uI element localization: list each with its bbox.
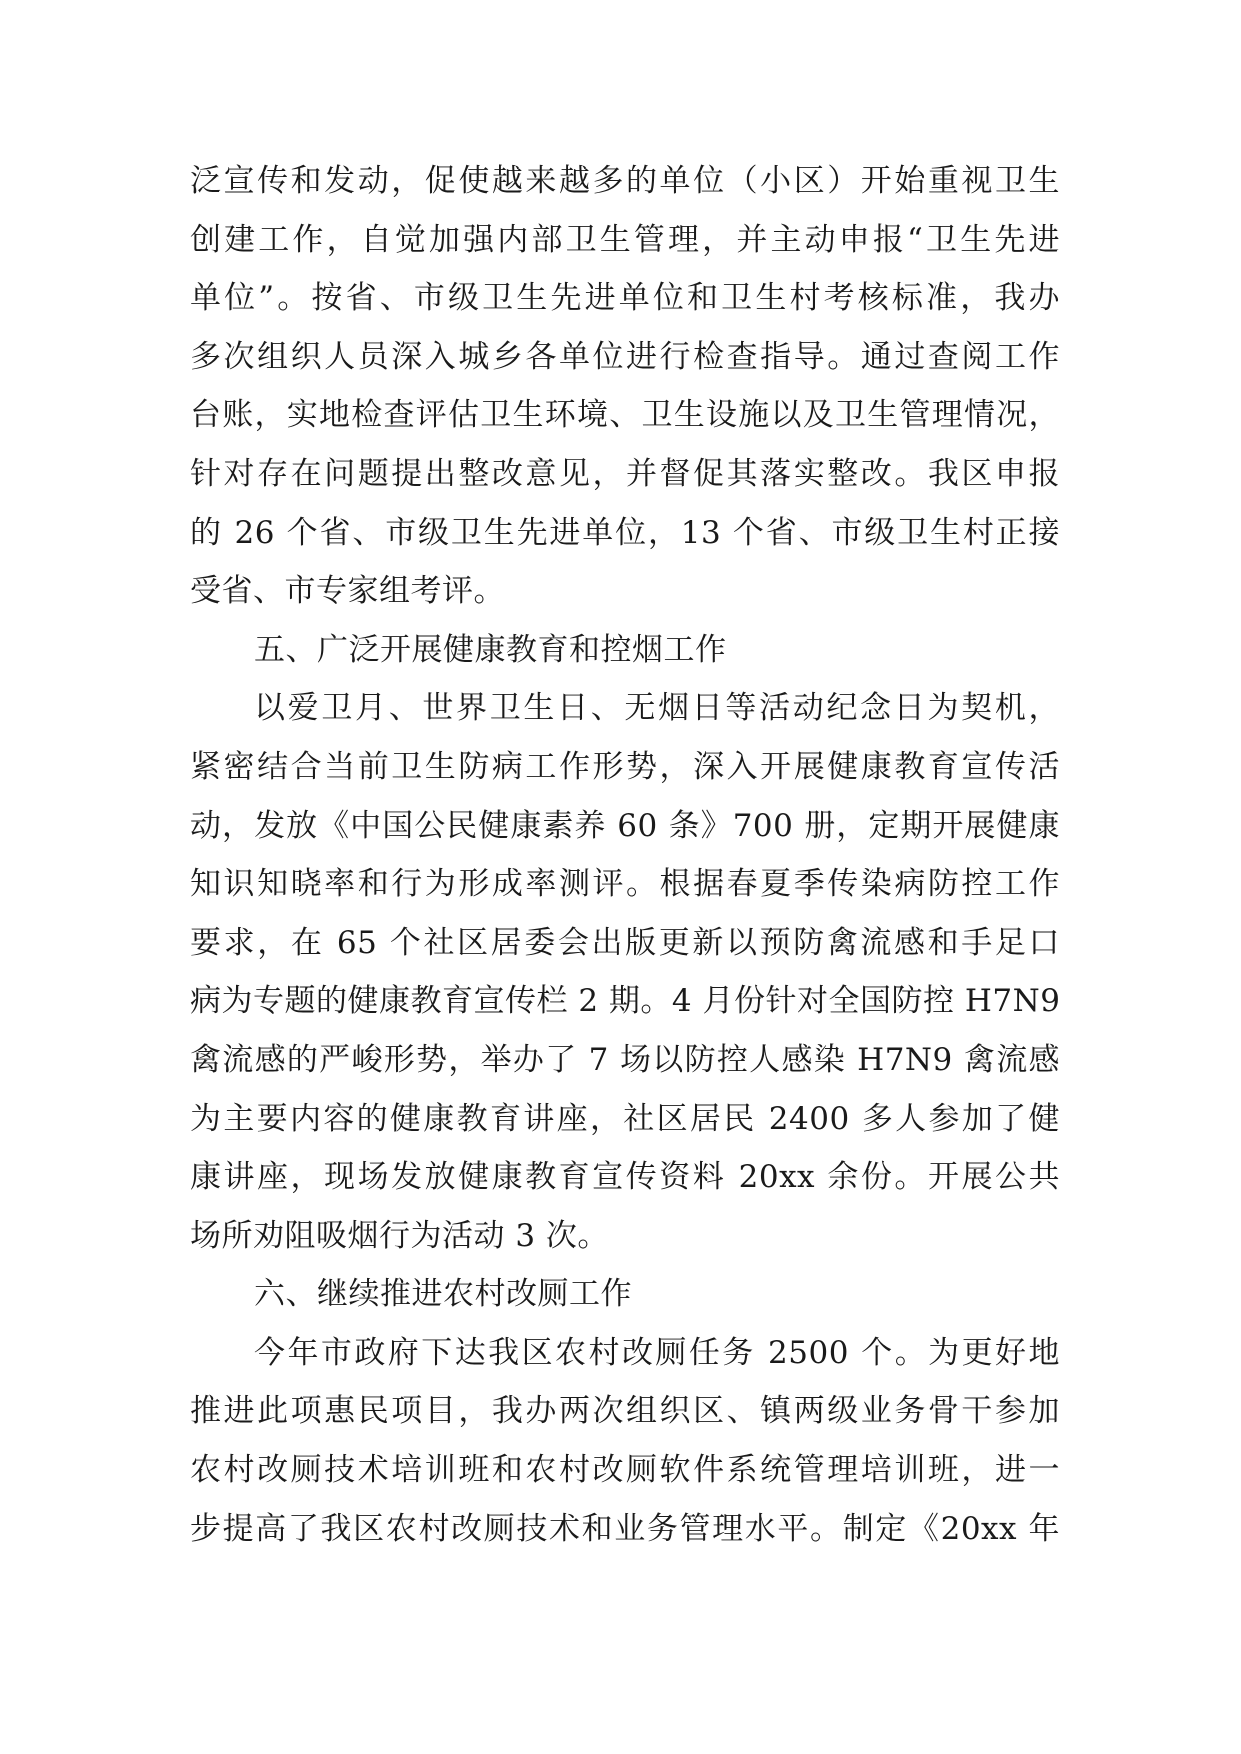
text-line: 创建工作，自觉加强内部卫生管理，并主动申报“卫生先进 xyxy=(190,221,1060,258)
text-line: 农村改厕技术培训班和农村改厕软件系统管理培训班，进一 xyxy=(190,1452,1060,1489)
text-line: 要求，在 65 个社区居委会出版更新以预防禽流感和手足口 xyxy=(190,924,1060,961)
text-line: 知识知晓率和行为形成率测评。根据春夏季传染病防控工作 xyxy=(190,866,1060,903)
text-line: 多次组织人员深入城乡各单位进行检查指导。通过查阅工作 xyxy=(190,338,1060,375)
text-line: 台账，实地检查评估卫生环境、卫生设施以及卫生管理情况， xyxy=(190,397,1060,434)
text-line: 泛宣传和发动，促使越来越多的单位（小区）开始重视卫生 xyxy=(190,163,1060,199)
section-heading: 五、广泛开展健康教育和控烟工作 xyxy=(254,631,727,668)
text-line: 的 26 个省、市级卫生先进单位，13 个省、市级卫生村正接 xyxy=(190,514,1060,551)
text-line: 受省、市专家组考评。 xyxy=(190,573,505,610)
text-line: 动，发放《中国公民健康素养 60 条》700 册，定期开展健康 xyxy=(190,807,1060,844)
document-body xyxy=(190,152,1060,1558)
text-line: 病为专题的健康教育宣传栏 2 期。4 月份针对全国防控 H7N9 xyxy=(190,983,1061,1020)
text-line: 康讲座，现场发放健康教育宣传资料 20xx 余份。开展公共 xyxy=(190,1159,1060,1196)
text-line: 针对存在问题提出整改意见，并督促其落实整改。我区申报 xyxy=(190,455,1060,492)
text-line: 今年市政府下达我区农村改厕任务 2500 个。为更好地 xyxy=(254,1334,1060,1371)
text-line: 禽流感的严峻形势，举办了 7 场以防控人感染 H7N9 禽流感 xyxy=(190,1041,1060,1078)
text-line: 步提高了我区农村改厕技术和业务管理水平。制定《20xx 年 xyxy=(190,1510,1060,1547)
text-line: 紧密结合当前卫生防病工作形势，深入开展健康教育宣传活 xyxy=(190,748,1060,785)
section-heading: 六、继续推进农村改厕工作 xyxy=(254,1276,632,1313)
text-line: 场所劝阻吸烟行为活动 3 次。 xyxy=(190,1217,609,1254)
text-line: 为主要内容的健康教育讲座，社区居民 2400 多人参加了健 xyxy=(190,1100,1060,1137)
text-line: 以爱卫月、世界卫生日、无烟日等活动纪念日为契机， xyxy=(254,690,1060,727)
text-line: 推进此项惠民项目，我办两次组织区、镇两级业务骨干参加 xyxy=(190,1393,1060,1430)
text-line: 单位”。按省、市级卫生先进单位和卫生村考核标准，我办 xyxy=(190,280,1060,317)
